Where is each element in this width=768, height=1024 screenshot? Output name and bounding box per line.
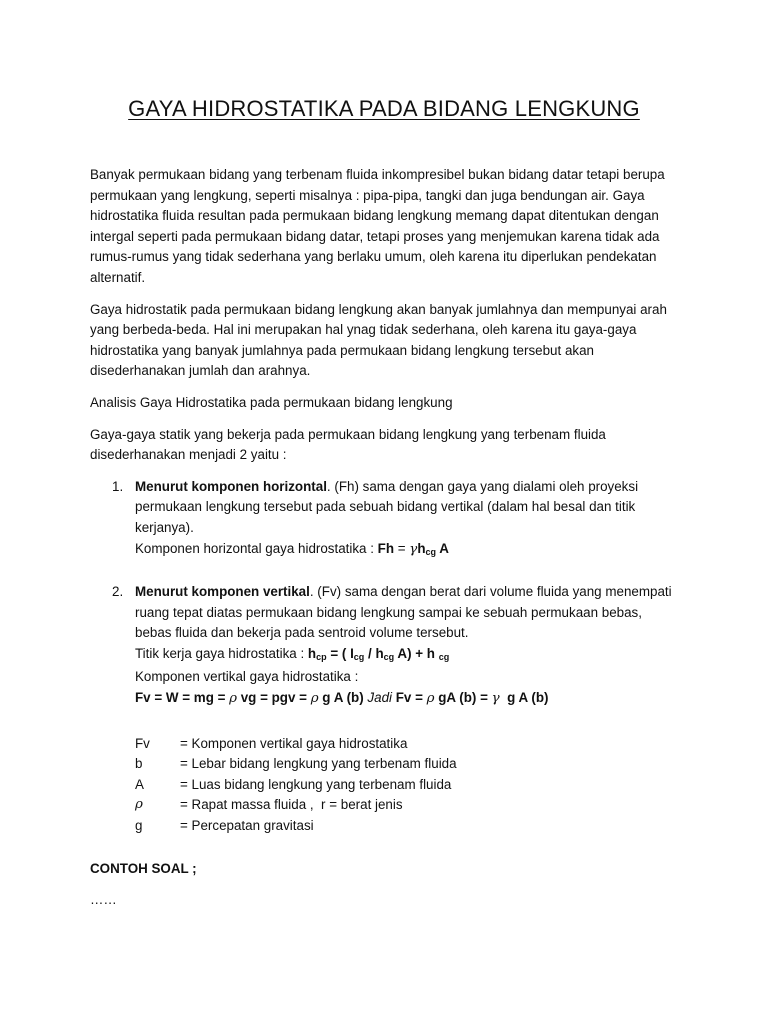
document-body (90, 165, 680, 911)
definition-symbol: g (135, 818, 143, 834)
paragraph-intro: Banyak permukaan bidang yang terbenam fluida inkompresibel bukan bidang datar tetapi berupa permukaan yang lengkung, seperti misalnya : pipa-pipa, tangki dan juga bendungan air. Gaya hidrostatika fluida resultan pada permukaan bidang lengkung memang dapat ditentukan dengan intergal seperti pada permukaan bidang datar, tetapi proses yang menjemukan karena tidak ada rumus-rumus yang tidak sederhana yang berlaku umum, oleh karena itu diperlukan pendekatan alternatif. (90, 167, 665, 285)
vertical-label: Komponen vertikal gaya hidrostatika : (135, 669, 359, 685)
list-item-vertical (90, 582, 680, 710)
definition-row (135, 754, 680, 775)
definitions-list (135, 734, 680, 837)
horizontal-formula (135, 539, 680, 563)
list-number: 1. (112, 478, 124, 494)
horizontal-heading: Menurut komponen horizontal (135, 478, 327, 494)
cg-subscript: cg (425, 546, 437, 557)
horizontal-description: . (Fh) sama dengan gaya yang dialami oleh proyeksi permukaan lengkung tersebut pada sebuah bidang vertikal (dalam hal besal dan titik kerjanya). (135, 478, 639, 535)
hcg-subscript: cg (383, 651, 395, 662)
definition-row (135, 795, 680, 816)
example-heading: CONTOH SOAL ; (90, 860, 197, 876)
gamma-symbol: γ (409, 541, 418, 557)
gamma-symbol: γ (491, 691, 500, 707)
definition-symbol: A (135, 776, 144, 792)
vertical-description: . (Fv) sama dengan berat dari volume fluida yang menempati ruang tepat diatas permukaan bidang lengkung sampai ke sebuah permukaan bebas, bebas fluida dan bekerja pada sentroid volume tersebut. (135, 584, 672, 641)
definition-symbol: ρ (135, 797, 143, 813)
hcg-subscript-2: cg (438, 651, 450, 662)
jadi-word: Jadi (367, 690, 396, 706)
definition-symbol: Fv (135, 735, 150, 751)
point-label: Titik kerja gaya hidrostatika : (135, 645, 308, 661)
a-symbol: A (436, 540, 449, 556)
h-symbol: h (417, 540, 426, 556)
definition-row (135, 816, 680, 837)
list-item-horizontal (90, 477, 680, 562)
eq-part-3: g A (b) (318, 690, 368, 706)
horizontal-formula-label: Komponen horizontal gaya hidrostatika : (135, 540, 378, 556)
rho-symbol: ρ (310, 691, 319, 707)
definition-description: = Luas bidang lengkung yang terbenam fluida (180, 776, 452, 792)
list-number: 2. (112, 584, 124, 600)
rho-symbol: ρ (229, 691, 238, 707)
eq-part-5: gA (b) = (434, 690, 492, 706)
eq-part-6: g A (b) (499, 690, 549, 706)
point-mid2: / h (364, 645, 384, 661)
definition-description: = Lebar bidang lengkung yang terbenam fluida (180, 756, 457, 772)
paragraph-direction: Gaya hidrostatik pada permukaan bidang lengkung akan banyak jumlahnya dan mempunyai arah yang berbeda-beda. Hal ini merupakan hal ynag tidak sederhana, oleh karena itu gaya-gaya hidrostatika yang banyak jumlahnya pada permukaan bidang lengkung tersebut akan disederhanakan jumlah dan arahnya. (90, 301, 667, 379)
point-formula (135, 644, 680, 668)
definition-description: = Rapat massa fluida , r = berat jenis (180, 797, 403, 813)
definition-description: = Komponen vertikal gaya hidrostatika (180, 735, 408, 751)
eq-part-4: Fv = (395, 690, 427, 706)
rho-symbol: ρ (426, 691, 435, 707)
point-end: A) + h (394, 645, 439, 661)
component-list (90, 477, 680, 710)
vertical-heading: Menurut komponen vertikal (135, 584, 310, 600)
paragraph-components: Gaya-gaya statik yang bekerja pada permukaan bidang lengkung yang terbenam fluida disederhanakan menjadi 2 yaitu : (90, 426, 606, 463)
cp-subscript: cp (316, 651, 327, 662)
fh-symbol: Fh (377, 540, 395, 556)
analysis-heading: Analisis Gaya Hidrostatika pada permukaan bidang lengkung (90, 394, 453, 410)
definition-symbol: b (135, 756, 143, 772)
definition-row (135, 734, 680, 755)
eq-part-1: Fv = W = mg = (135, 690, 230, 706)
point-mid: = ( I (326, 645, 354, 661)
document-title: GAYA HIDROSTATIKA PADA BIDANG LENGKUNG (128, 96, 640, 121)
hcp-h: h (307, 645, 317, 661)
icg-subscript: cg (353, 651, 365, 662)
ellipsis-placeholder: …… (90, 892, 117, 908)
eq-part-2: vg = pgv = (237, 690, 311, 706)
definition-row (135, 775, 680, 796)
definition-description: = Percepatan gravitasi (180, 818, 314, 834)
equals-sign: = (394, 540, 410, 556)
vertical-formula (135, 688, 680, 710)
